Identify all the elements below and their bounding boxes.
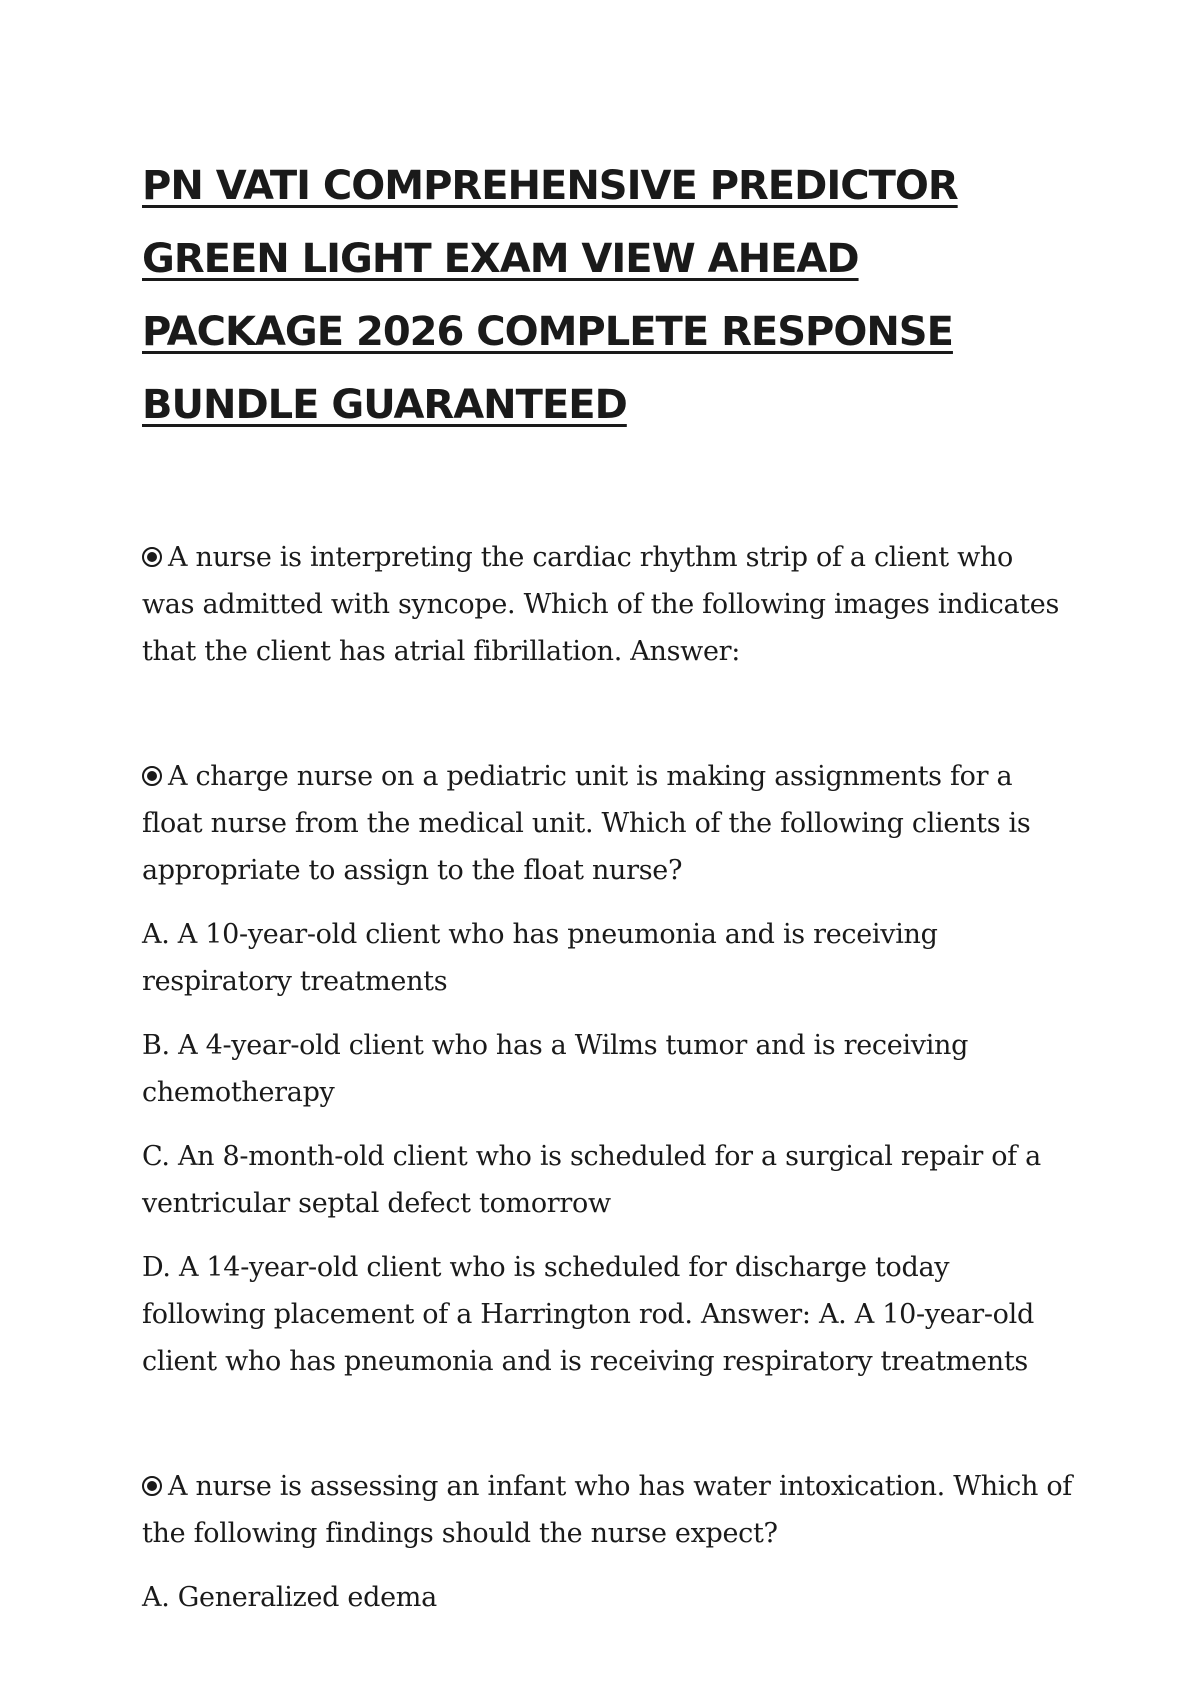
question-text xyxy=(142,534,1072,675)
question-2 xyxy=(142,753,1072,1385)
answer-option-b: B. A 4-year-old client who has a Wilms tumor and is receiving chemotherapy xyxy=(142,1030,969,1108)
radio-bullet-icon xyxy=(142,547,162,567)
answer-option-a: A. A 10-year-old client who has pneumonia and is receiving respiratory treatments xyxy=(142,919,938,997)
document-title: PN VATI COMPREHENSIVE PREDICTOR GREEN LIGHT EXAM VIEW AHEAD PACKAGE 2026 COMPLETE RESPONSE BUNDLE GUARANTEED xyxy=(142,163,958,428)
question-1-text: A nurse is interpreting the cardiac rhythm strip of a client who was admitted with syncope. Which of the following images indicates that the client has atrial fibrillation. Answer: xyxy=(142,542,1060,667)
answer-option-c: C. An 8-month-old client who is scheduled for a surgical repair of a ventricular septal defect tomorrow xyxy=(142,1141,1041,1219)
answer-option-d: D. A 14-year-old client who is scheduled for discharge today following placement of a Harrington rod. Answer: A. A 10-year-old client who has pneumonia and is receiving respiratory treatments xyxy=(142,1252,1034,1377)
question-2-text: A charge nurse on a pediatric unit is making assignments for a float nurse from the medical unit. Which of the following clients is appropriate to assign to the float nurse? xyxy=(142,761,1031,886)
answer-option-a: A. Generalized edema xyxy=(142,1582,437,1613)
document-page xyxy=(142,0,1072,1621)
question-3 xyxy=(142,1463,1072,1621)
question-text xyxy=(142,753,1072,894)
question-text xyxy=(142,1463,1072,1557)
question-3-text: A nurse is assessing an infant who has water intoxication. Which of the following findings should the nurse expect? xyxy=(142,1471,1072,1549)
question-1 xyxy=(142,534,1072,675)
radio-bullet-icon xyxy=(142,1476,162,1496)
radio-bullet-icon xyxy=(142,766,162,786)
